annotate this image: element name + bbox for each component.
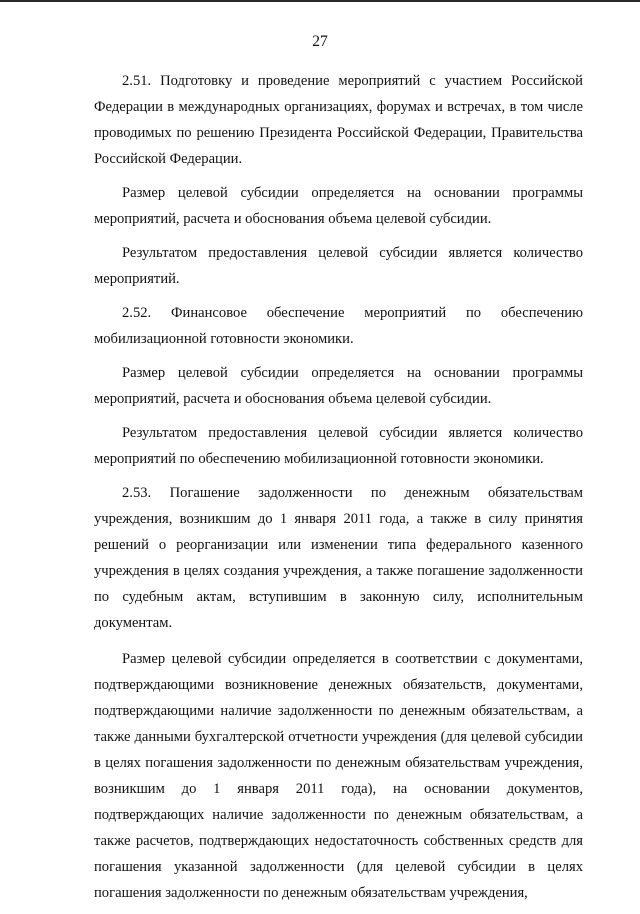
page-number: 27 [312, 33, 328, 50]
top-border-line [0, 0, 640, 2]
paragraph-2-51: 2.51. Подготовку и проведение мероприятий с участием Российской Федерации в международных организациях, форумах и встречах, в том числе проводимых по решению Президента Российской Федерации, Правительства Российской Федерации. [94, 73, 583, 167]
document-body [94, 68, 583, 914]
paragraph-2-52-size: Размер целевой субсидии определяется на основании программы мероприятий, расчета и обоснования объема целевой субсидии. [94, 365, 583, 407]
paragraph-2-52-result: Результатом предоставления целевой субсидии является количество мероприятий по обеспечению мобилизационной готовности экономики. [94, 425, 583, 467]
paragraph-2-52: 2.52. Финансовое обеспечение мероприятий по обеспечению мобилизационной готовности экономики. [94, 305, 583, 347]
paragraph-2-53-size: Размер целевой субсидии определяется в соответствии с документами, подтверждающими возникновение денежных обязательств, документами, подтверждающими наличие задолженности по денежным обязательствам, а также данными бухгалтерской отчетности учреждения (для целевой субсидии в целях погашения задолженности по денежным обязательствам учреждения, возникшим до 1 января 2011 года), на основании документов, подтверждающих наличие задолженности по денежным обязательствам, а также расчетов, подтверждающих недостаточность собственных средств для погашения указанной задолженности (для целевой субсидии в целях погашения задолженности по денежным обязательствам учреждения, [94, 651, 583, 901]
paragraph-2-53: 2.53. Погашение задолженности по денежным обязательствам учреждения, возникшим до 1 января 2011 года, а также в силу принятия решений о реорганизации или изменении типа федерального казенного учреждения в целях создания учреждения, а также погашение задолженности по судебным актам, вступившим в законную силу, исполнительным документам. [94, 485, 583, 631]
paragraph-2-51-size: Размер целевой субсидии определяется на основании программы мероприятий, расчета и обоснования объема целевой субсидии. [94, 185, 583, 227]
paragraph-2-51-result: Результатом предоставления целевой субсидии является количество мероприятий. [94, 245, 583, 287]
